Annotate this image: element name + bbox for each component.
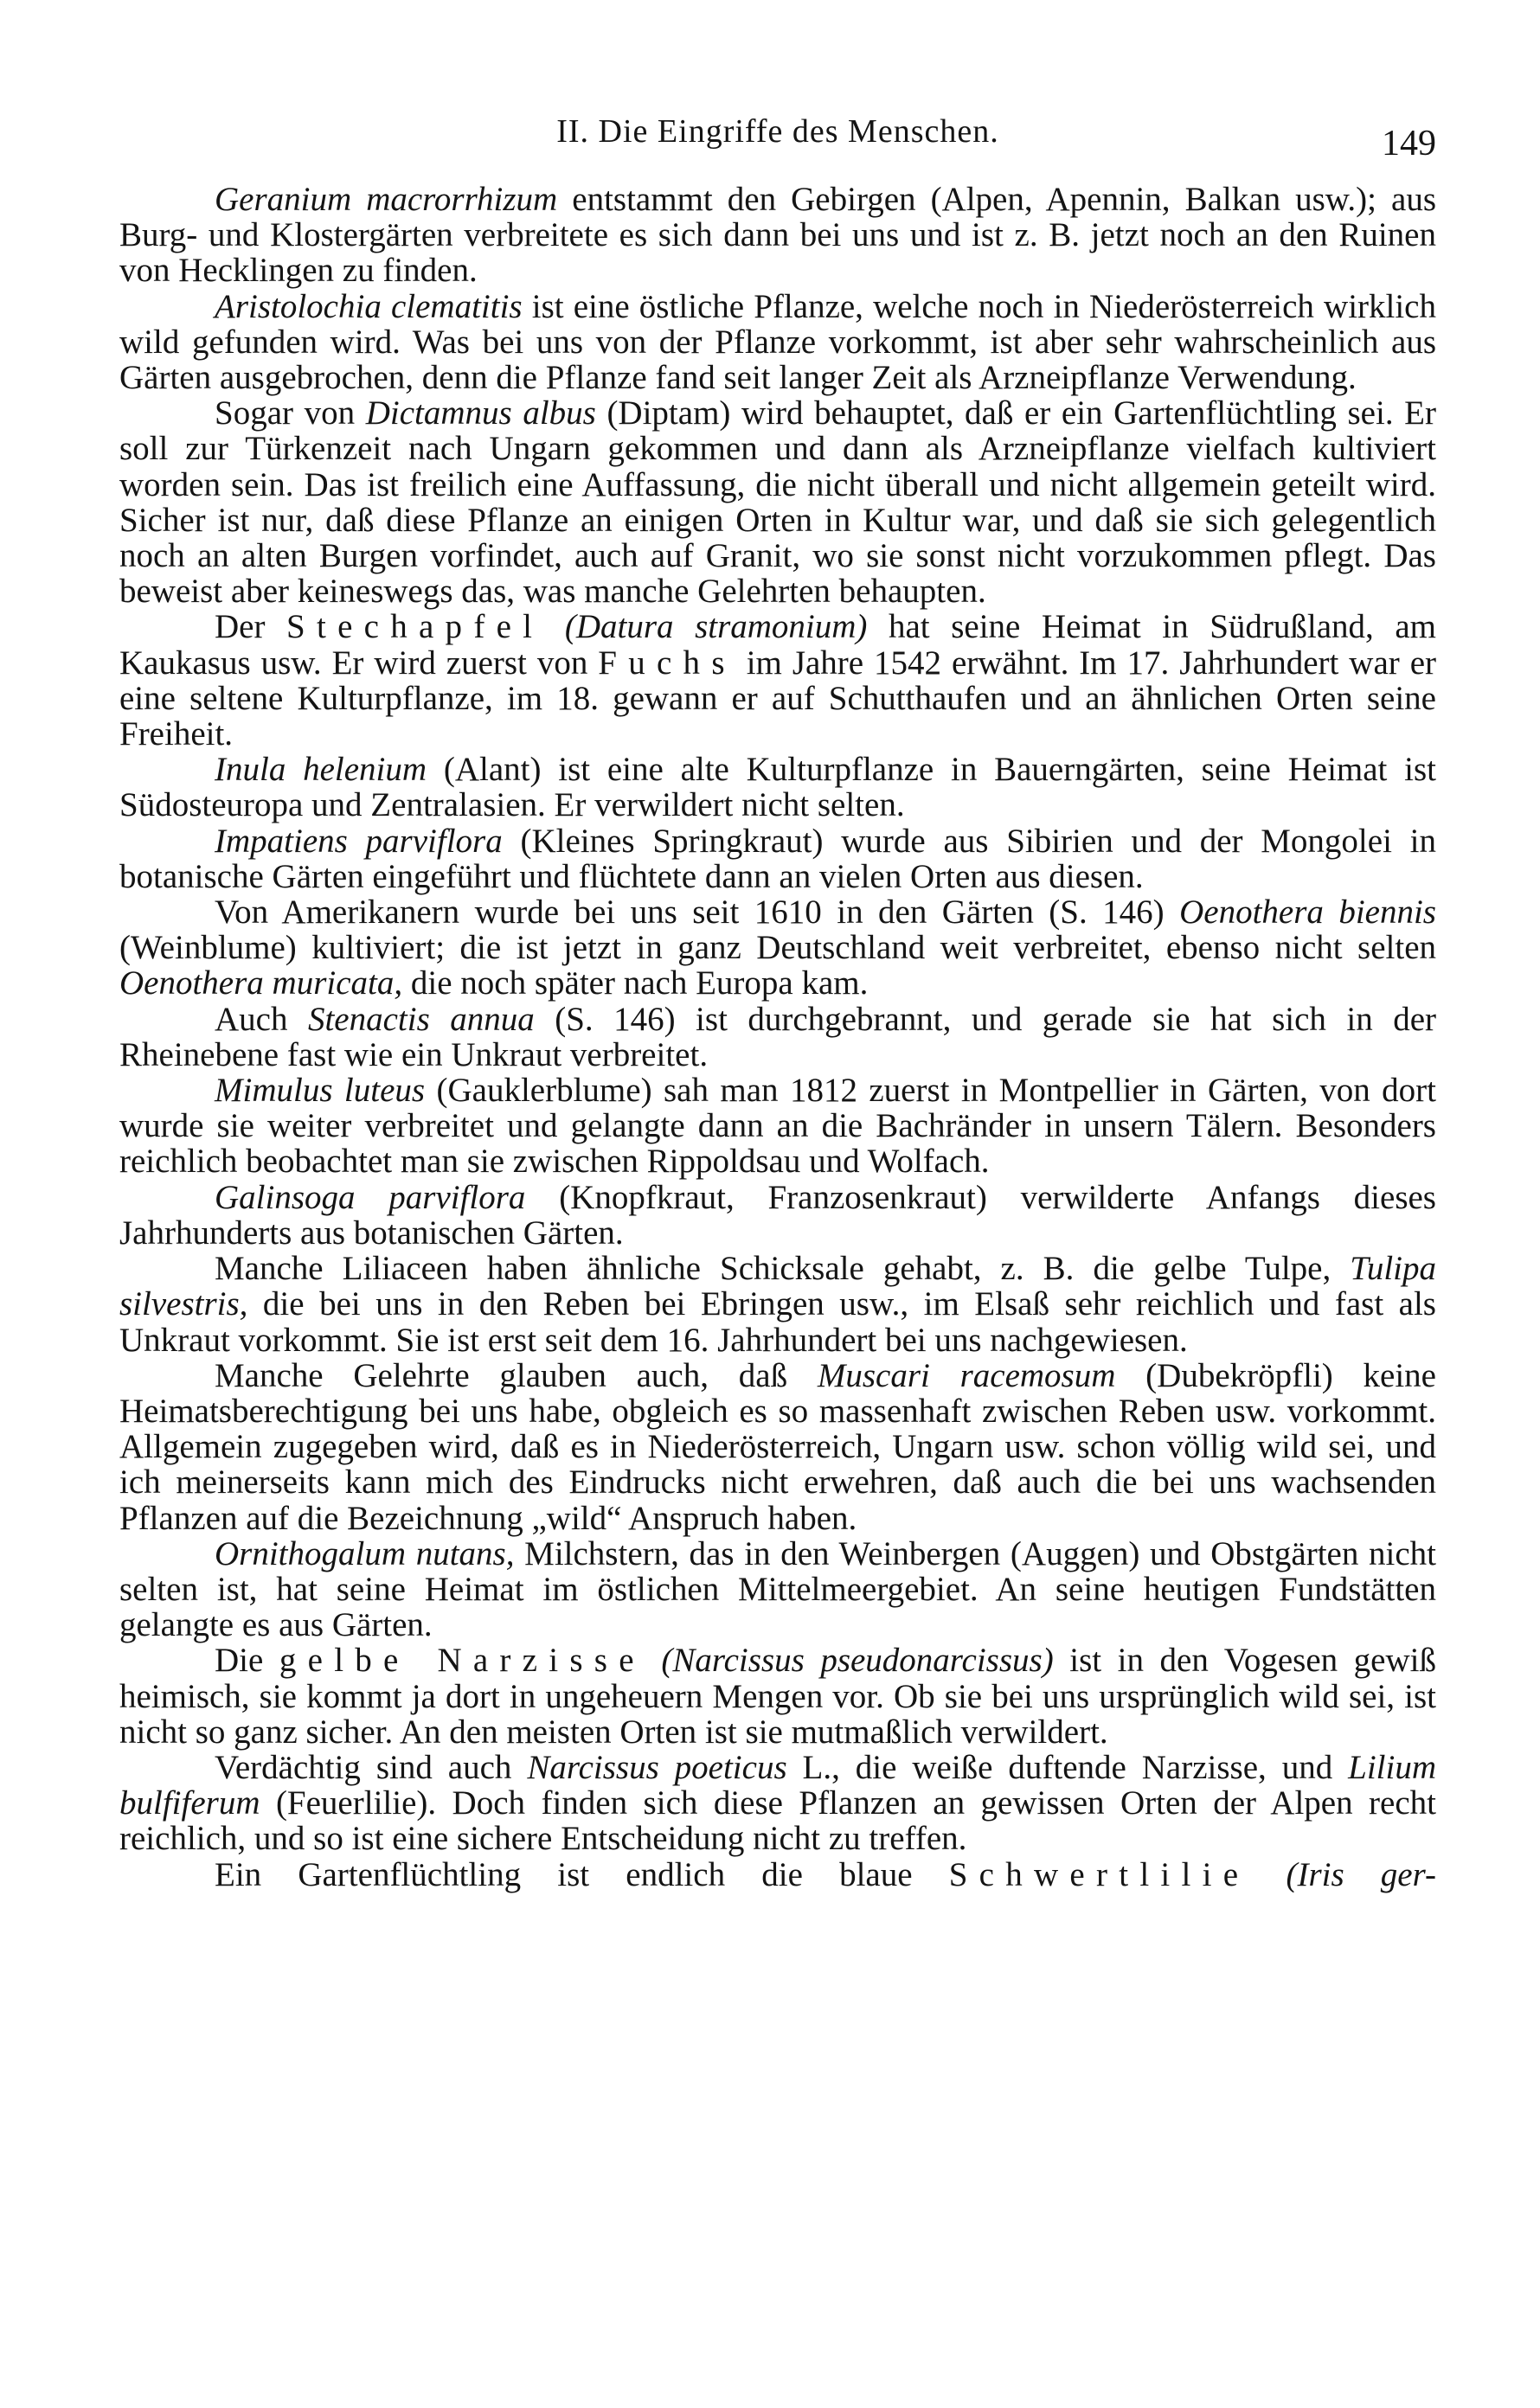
paragraph: [119, 1002, 1436, 1073]
paragraph: [119, 1750, 1436, 1857]
italic-term: Lilium bulfiferum: [119, 1748, 1436, 1822]
running-title: II. Die Eingriffe des Menschen.: [556, 113, 999, 150]
italic-term: Ornithogalum nutans,: [215, 1534, 515, 1572]
italic-term: Muscari racemosum: [817, 1356, 1116, 1394]
text-run: L., die weiße duftende Narzisse, und: [786, 1748, 1349, 1786]
text-run: Verdächtig sind auch: [215, 1748, 528, 1786]
paragraph: [119, 752, 1436, 823]
paragraph: [119, 1358, 1436, 1536]
text-run: Auch: [215, 1000, 308, 1038]
text-run: (Kleines Springkraut) wurde aus Sibirien und der Mongolei in botanische Gärten eingeführt und flüchtete dann an vielen Orten aus diesen.: [119, 822, 1436, 895]
text-run: [645, 1642, 662, 1679]
text-run: die noch später nach Europa kam.: [402, 964, 869, 1002]
text-run: entstammt den Gebirgen (Alpen, Apennin, Balkan usw.); aus Burg- und Klostergärten verbreitete es sich dann bei uns und ist z. B. jetzt noch an den Ruinen von Hecklingen zu finden.: [119, 181, 1437, 290]
italic-term: Inula helenium: [215, 751, 427, 789]
paragraph: [119, 609, 1436, 752]
text-run: (Feuerlilie). Doch finden sich diese Pflanzen an gewissen Orten der Alpen recht reichlich, und so ist eine sichere Entscheidung nicht zu treffen.: [119, 1784, 1436, 1858]
text-run: (Dubekröpfli) keine Heimatsberechtigung bei uns habe, obgleich es so massenhaft zwischen Reben usw. vorkommt. Allgemein zugegeben wird, daß es in Niederösterreich, Ungarn usw. schon völlig wild sei, und ich meinerseits kann mich des Eindrucks nicht erwehren, daß auch die bei uns wachsenden Pflanzen auf die Bezeichnung „wild“ Anspruch haben.: [119, 1356, 1436, 1537]
italic-term: (Iris ger-: [1286, 1855, 1437, 1893]
text-run: ist in den Vogesen gewiß heimisch, sie kommt ja dort in ungeheuern Mengen vor. Ob sie bei uns ursprünglich wild sei, ist nicht so ganz sicher. An den meisten Orten ist sie mutmaßlich verwildert.: [119, 1642, 1436, 1751]
spaced-term: Stechapfel: [286, 608, 544, 646]
spaced-term: Fuchs: [598, 644, 736, 682]
italic-term: Tulipa silvestris,: [119, 1250, 1436, 1323]
text-run: Milchstern, das in den Weinbergen (Auggen) und Obstgärten nicht selten ist, hat seine Heimat im östlichen Mittelmeergebiet. An seine heutigen Fundstätten gelangte es aus Gärten.: [119, 1534, 1437, 1644]
text-run: Sogar von: [215, 394, 366, 432]
text-run: (Diptam) wird behauptet, daß er ein Gartenflüchtling sei. Er soll zur Türkenzeit nach Ungarn gekommen und dann als Arzneipflanze vielfach kultiviert worden sein. Das ist freilich eine Auffassung, die nicht überall und nicht allgemein geteilt wird. Sicher ist nur, daß diese Pflanze an einigen Orten in Kultur war, und daß sie sich gelegentlich noch an alten Burgen vorfindet, auch auf Granit, wo sie sonst nicht vorzukommen pflegt. Das beweist aber keineswegs das, was manche Gelehrten behaupten.: [119, 394, 1436, 611]
italic-term: Oenothera muricata,: [119, 964, 403, 1002]
paragraph: [119, 823, 1436, 894]
italic-term: (Narcissus pseudonarcissus): [661, 1642, 1054, 1680]
paragraph: [119, 395, 1436, 609]
text-run: (Weinblume) kultiviert; die ist jetzt in ganz Deutschland weit verbreitet, ebenso nicht selten: [119, 929, 1436, 967]
text-run: Manche Liliaceen haben ähnliche Schicksale gehabt, z. B. die gelbe Tulpe,: [215, 1250, 1351, 1288]
spaced-term: Schwertlilie: [948, 1855, 1250, 1893]
paragraph: [119, 182, 1436, 289]
text-run: (Alant) ist eine alte Kulturpflanze in Bauerngärten, seine Heimat ist Südosteuropa und Zentralasien. Er verwildert nicht selten.: [119, 751, 1437, 824]
italic-term: Aristolochia clematitis: [215, 287, 523, 325]
running-head: [119, 104, 1436, 182]
text-run: hat seine Heimat in Südrußland, am Kaukasus usw. Er wird zuerst von: [119, 608, 1437, 682]
text-run: Ein Gartenflüchtling ist endlich die blaue: [215, 1855, 949, 1893]
book-page: [119, 104, 1436, 1892]
text-run: (S. 146) ist durchgebrannt, und gerade sie hat sich in der Rheinebene fast wie ein Unkraut verbreitet.: [119, 1000, 1436, 1073]
paragraph: [119, 1251, 1436, 1358]
italic-term: Stenactis annua: [307, 1000, 535, 1038]
text-run: Die: [215, 1642, 279, 1680]
italic-term: Narcissus poeticus: [527, 1748, 787, 1786]
text-run: (Knopfkraut, Franzosenkraut) verwilderte Anfangs dieses Jahrhunderts aus botanischen Gärten.: [119, 1178, 1436, 1252]
paragraph: [119, 894, 1436, 1002]
text-run: [543, 608, 565, 645]
paragraph: [119, 1857, 1436, 1892]
text-run: die bei uns in den Reben bei Ebringen usw., im Elsaß sehr reichlich und fast als Unkraut vorkommt. Sie ist erst seit dem 16. Jahrhundert bei uns nachgewiesen.: [119, 1285, 1436, 1359]
italic-term: Galinsoga parviflora: [215, 1178, 526, 1216]
paragraph: [119, 1536, 1436, 1643]
text-run: ist eine östliche Pflanze, welche noch in Niederösterreich wirklich wild gefunden wird. Was bei uns von der Pflanze vorkommt, ist aber sehr wahrscheinlich aus Gärten ausgebrochen, denn die Pflanze fand seit langer Zeit als Arzneipflanze Verwendung.: [119, 287, 1436, 397]
text-run: (Gauklerblume) sah man 1812 zuerst in Montpellier in Gärten, von dort wurde sie weiter verbreitet und gelangte dann an die Bachränder in unsern Tälern. Besonders reichlich beobachtet man sie zwischen Rippoldsau und Wolfach.: [119, 1072, 1436, 1181]
page-number: 149: [1382, 124, 1436, 163]
body-text: [119, 182, 1436, 1892]
italic-term: Impatiens parviflora: [215, 822, 503, 860]
spaced-term: gelbe Narzisse: [279, 1642, 645, 1680]
italic-term: Mimulus luteus: [215, 1072, 426, 1110]
italic-term: Geranium macrorrhizum: [215, 181, 558, 218]
paragraph: [119, 1180, 1436, 1251]
text-run: [1249, 1856, 1286, 1893]
text-run: Der: [215, 608, 287, 646]
paragraph: [119, 289, 1436, 396]
italic-term: (Datura stramonium): [564, 608, 868, 646]
text-run: Manche Gelehrte glauben auch, daß: [215, 1356, 818, 1394]
text-run: Von Amerikanern wurde bei uns seit 1610 in den Gärten (S. 146): [215, 893, 1180, 932]
italic-term: Dictamnus albus: [365, 394, 596, 432]
text-run: im Jahre 1542 erwähnt. Im 17. Jahrhundert war er eine seltene Kulturpflanze, im 18. gewann er auf Schutthaufen und an ähnlichen Orten seine Freiheit.: [119, 644, 1436, 753]
italic-term: Oenothera biennis: [1179, 893, 1436, 932]
paragraph: [119, 1643, 1436, 1750]
paragraph: [119, 1073, 1436, 1180]
